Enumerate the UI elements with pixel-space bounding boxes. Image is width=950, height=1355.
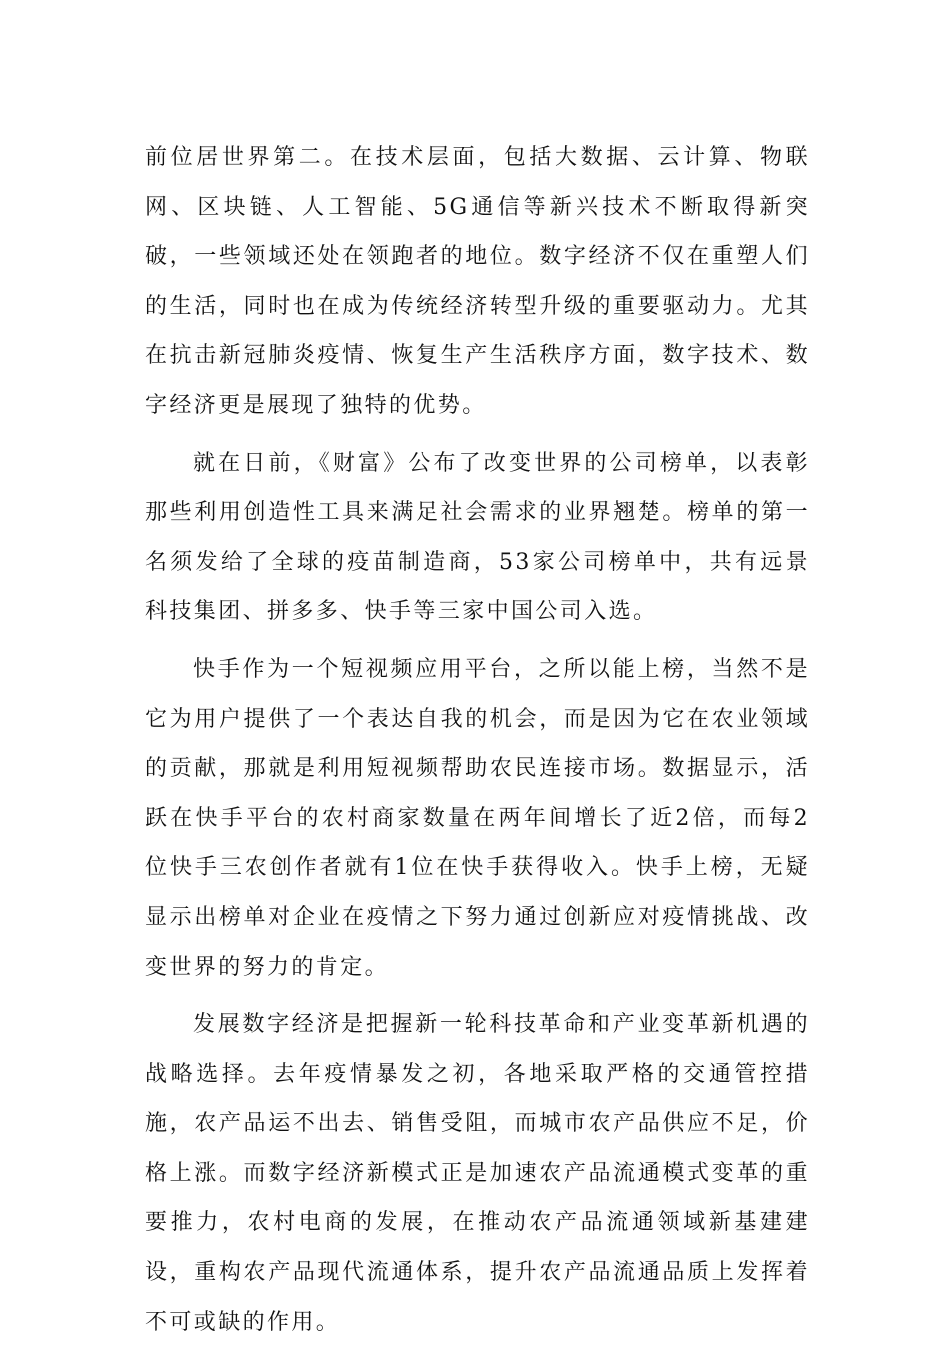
document-body xyxy=(145,133,810,1355)
paragraph-4: 发展数字经济是把握新一轮科技革命和产业变革新机遇的战略选择。去年疫情暴发之初，各地采取严格的交通管控措施，农产品运不出去、销售受阻，而城市农产品供应不足，价格上涨。而数字经济新模式正是加速农产品流通模式变革的重要推力，农村电商的发展，在推动农产品流通领域新基建建设，重构农产品现代流通体系，提升农产品流通品质上发挥着不可或缺的作用。 xyxy=(145,1012,810,1335)
paragraph-2: 就在日前，《财富》公布了改变世界的公司榜单，以表彰那些利用创造性工具来满足社会需求的业界翘楚。榜单的第一名须发给了全球的疫苗制造商，53家公司榜单中，共有远景科技集团、拼多多、快手等三家中国公司入选。 xyxy=(145,450,810,625)
paragraph-3: 快手作为一个短视频应用平台，之所以能上榜，当然不是它为用户提供了一个表达自我的机会，而是因为它在农业领域的贡献，那就是利用短视频帮助农民连接市场。数据显示，活跃在快手平台的农村商家数量在两年间增长了近2倍，而每2位快手三农创作者就有1位在快手获得收入。快手上榜，无疑显示出榜单对企业在疫情之下努力通过创新应对疫情挑战、改变世界的努力的肯定。 xyxy=(145,656,810,980)
paragraph-1: 前位居世界第二。在技术层面，包括大数据、云计算、物联网、区块链、人工智能、5G通信等新兴技术不断取得新突破，一些领域还处在领跑者的地位。数字经济不仅在重塑人们的生活，同时也在成为传统经济转型升级的重要驱动力。尤其在抗击新冠肺炎疫情、恢复生产生活秩序方面，数字技术、数字经济更是展现了独特的优势。 xyxy=(145,145,810,418)
